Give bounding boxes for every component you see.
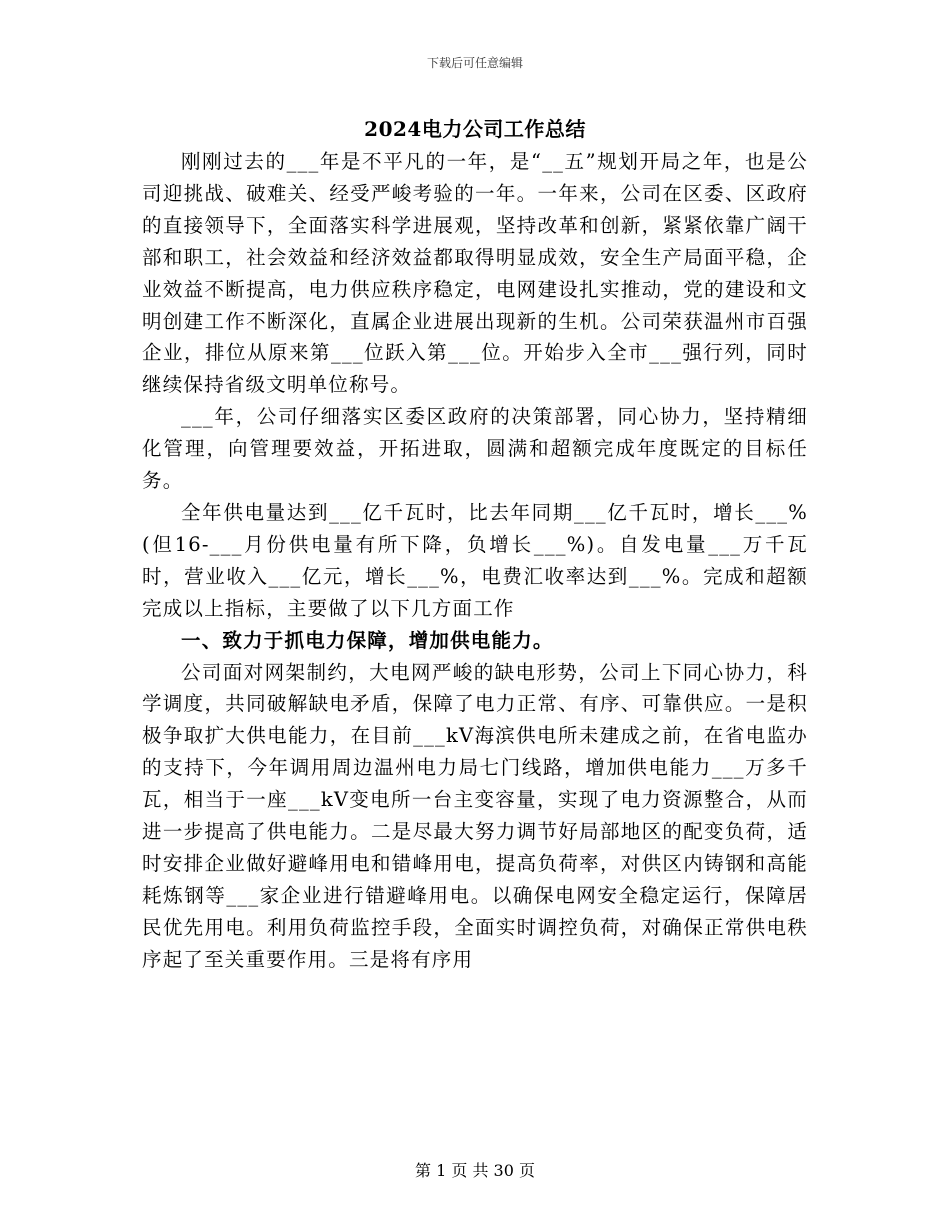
document-body [142,146,808,976]
page-header-note: 下载后可任意编辑 [426,56,523,70]
paragraph-intro: 刚刚过去的___年是不平凡的一年，是“__五”规划开局之年，也是公司迎挑战、破难关、经受严峻考验的一年。一年来，公司在区委、区政府的直接领导下，全面落实科学进展观，坚持改革和创新，紧紧依靠广阔干部和职工，社会效益和经济效益都取得明显成效，安全生产局面平稳，企业效益不断提高，电力供应秩序稳定，电网建设扎实推动，党的建设和文明创建工作不断深化，直属企业进展出现新的生机。公司荣获温州市百强企业，排位从原来第___位跃入第___位。开始步入全市___强行列，同时继续保持省级文明单位称号。 [142,150,808,397]
paragraph-summary: ___年，公司仔细落实区委区政府的决策部署，同心协力，坚持精细化管理，向管理要效益，开拓进取，圆满和超额完成年度既定的目标任务。 [142,405,808,493]
document-title: 2024电力公司工作总结 [364,117,586,141]
section-heading: 一、致力于抓电力保障，增加供电能力。 [181,628,554,652]
paragraph-power-supply: 公司面对网架制约，大电网严峻的缺电形势，公司上下同心协力，科学调度，共同破解缺电矛盾，保障了电力正常、有序、可靠供应。一是积极争取扩大供电能力，在目前___kV海滨供电所未建成之前，在省电监办的支持下，今年调用周边温州电力局七门线路，增加供电能力___万多千瓦，相当于一座___kV变电所一台主变容量，实现了电力资源整合，从而进一步提高了供电能力。二是尽最大努力调节好局部地区的配变负荷，适时安排企业做好避峰用电和错峰用电，提高负荷率，对供区内铸钢和高能耗炼钢等___家企业进行错避峰用电。以确保电网安全稳定运行，保障居民优先用电。利用负荷监控手段，全面实时调控负荷，对确保正常供电秩序起了至关重要作用。三是将有序用 [142,660,808,971]
page-number: 第 1 页 共 30 页 [415,1161,535,1180]
paragraph-indicators: 全年供电量达到___亿千瓦时，比去年同期___亿千瓦时，增长___%(但16-___月份供电量有所下降，负增长___%)。自发电量___万千瓦时，营业收入___亿元，增长___%，电费汇收率达到___%。完成和超额完成以上指标，主要做了以下几方面工作 [142,500,808,620]
